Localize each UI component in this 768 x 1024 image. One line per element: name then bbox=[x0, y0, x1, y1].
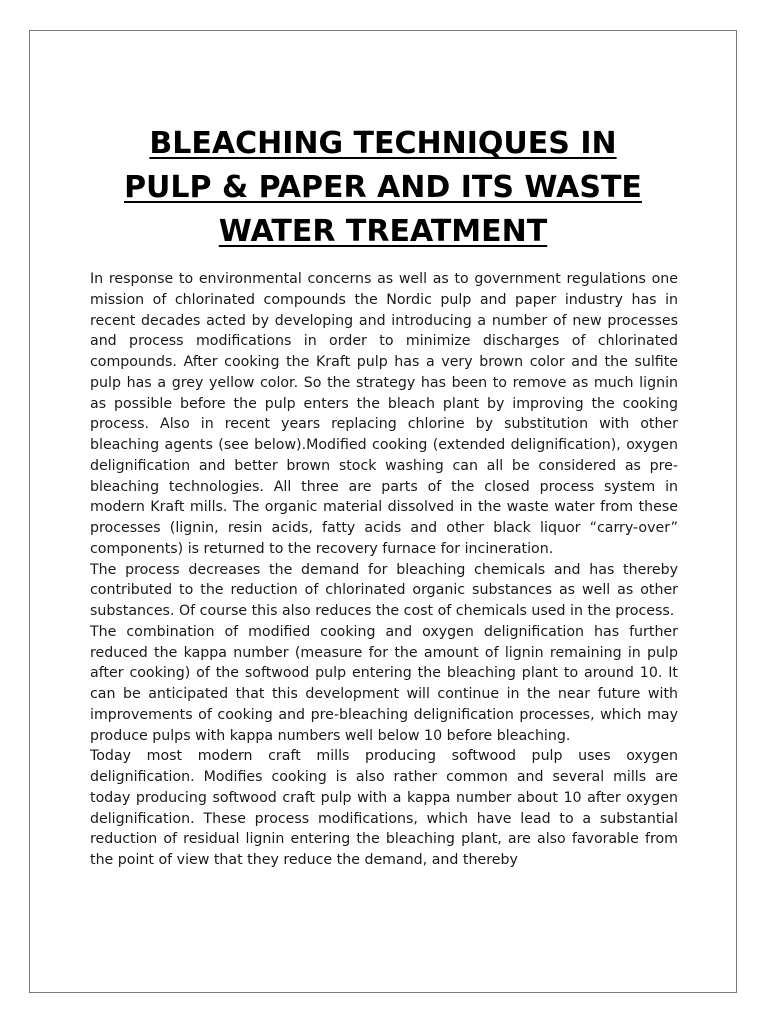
document-title bbox=[30, 122, 736, 254]
body-paragraph: The process decreases the demand for bleaching chemicals and has thereby contributed to the reduction of chlorinated organic substances as well as other substances. Of course this also reduces the cost of chemicals used in the process. bbox=[90, 561, 678, 619]
title-line: BLEACHING TECHNIQUES IN bbox=[149, 126, 617, 161]
title-line: WATER TREATMENT bbox=[218, 214, 548, 249]
document-body bbox=[90, 269, 678, 871]
body-paragraph: Today most modern craft mills producing softwood pulp uses oxygen delignification. Modifies cooking is also rather common and several mills are today producing softwood craft pulp with a kappa number about 10 after oxygen delignification. These process modifications, which have lead to a substantial reduction of residual lignin entering the bleaching plant, are also favorable from the point of view that they reduce the demand, and thereby bbox=[90, 748, 678, 868]
document-page bbox=[29, 30, 737, 993]
body-paragraph: The combination of modified cooking and oxygen delignification has further reduced the kappa number (measure for the amount of lignin remaining in pulp after cooking) of the softwood pulp entering the bleaching plant to around 10. It can be anticipated that this development will continue in the near future with improvements of cooking and pre-bleaching delignification processes, which may produce pulps with kappa numbers well below 10 before bleaching. bbox=[90, 623, 678, 744]
title-line: PULP & PAPER AND ITS WASTE bbox=[124, 170, 642, 205]
body-paragraph: In response to environmental concerns as well as to government regulations one mission of chlorinated compounds the Nordic pulp and paper industry has in recent decades acted by developing and introducing a number of new processes and process modifications in order to minimize discharges of chlorinated compounds. After cooking the Kraft pulp has a very brown color and the sulfite pulp has a grey yellow color. So the strategy has been to remove as much lignin as possible before the pulp enters the bleach plant by improving the cooking process. Also in recent years replacing chlorine by substitution with other bleaching agents (see below).Modified cooking (extended delignification), oxygen delignification and better brown stock washing can all be considered as pre-bleaching technologies. All three are parts of the closed process system in modern Kraft mills. The organic material dissolved in the waste water from these processes (lignin, resin acids, fatty acids and other black liquor “carry-over” components) is returned to the recovery furnace for incineration. bbox=[90, 271, 678, 557]
